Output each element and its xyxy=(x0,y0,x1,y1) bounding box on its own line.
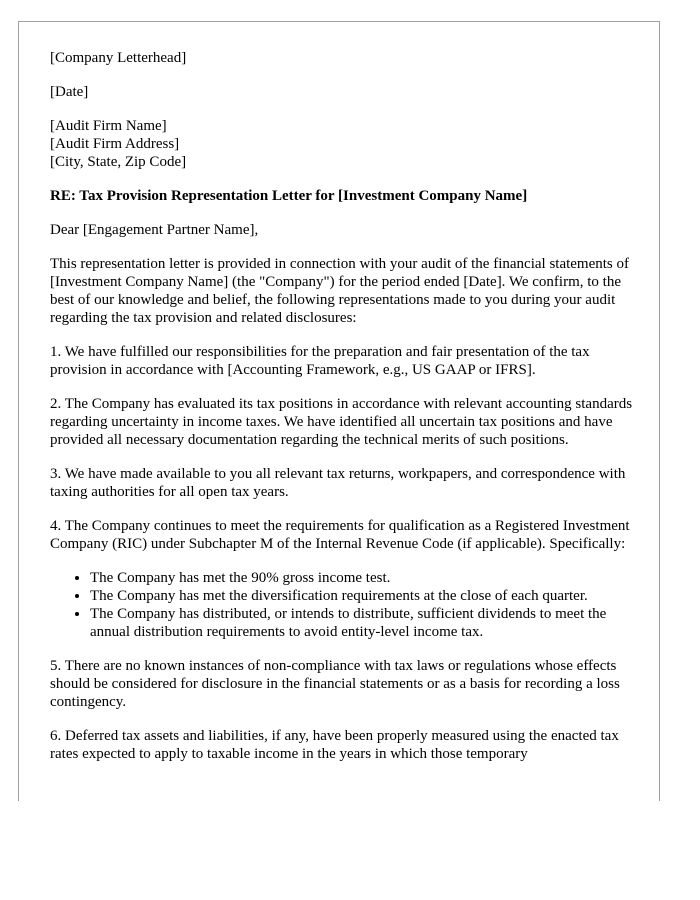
company-letterhead: [Company Letterhead] xyxy=(50,50,187,66)
salutation: Dear [Engagement Partner Name], xyxy=(50,222,259,238)
letter-page xyxy=(18,21,660,801)
recipient-city-state-zip: [City, State, Zip Code] xyxy=(50,154,187,170)
ric-bullet-distribution: • The Company has distributed, or intends to distribute, sufficient dividends to meet the annual distribution requirements to avoid entity-level income tax. xyxy=(90,605,640,641)
letter-date: [Date] xyxy=(50,84,89,100)
letter-body xyxy=(50,49,640,779)
ric-bullet-gross-income: • The Company has met the 90% gross income test. xyxy=(90,569,640,587)
recipient-block xyxy=(50,117,640,171)
representation-item-1: 1. We have fulfilled our responsibilities for the preparation and fair presentation of the tax provision in accordance with [Accounting Framework, e.g., US GAAP or IFRS]. xyxy=(50,344,590,378)
ric-requirements-list xyxy=(50,569,640,641)
representation-item-3: 3. We have made available to you all relevant tax returns, workpapers, and correspondence with taxing authorities for all open tax years. xyxy=(50,466,626,500)
recipient-name: [Audit Firm Name] xyxy=(50,118,167,134)
representation-item-5: 5. There are no known instances of non-compliance with tax laws or regulations whose effects should be considered for disclosure in the financial statements or as a basis for recording a loss contingency. xyxy=(50,658,620,710)
representation-item-4: 4. The Company continues to meet the requirements for qualification as a Registered Investment Company (RIC) under Subchapter M of the Internal Revenue Code (if applicable). Specifically: xyxy=(50,518,630,552)
recipient-address: [Audit Firm Address] xyxy=(50,136,180,152)
intro-paragraph: This representation letter is provided in connection with your audit of the financial statements of [Investment Company Name] (the "Company") for the period ended [Date]. We confirm, to the best of our knowledge and belief, the following representations made to you during your audit regarding the tax provision and related disclosures: xyxy=(50,256,630,326)
representation-item-6: 6. Deferred tax assets and liabilities, if any, have been properly measured using the enacted tax rates expected to apply to taxable income in the years in which those temporary xyxy=(50,728,619,762)
subject-line: RE: Tax Provision Representation Letter for [Investment Company Name] xyxy=(50,188,528,204)
representation-item-2: 2. The Company has evaluated its tax positions in accordance with relevant accounting standards regarding uncertainty in income taxes. We have identified all uncertain tax positions and have provided all necessary documentation regarding the technical merits of such positions. xyxy=(50,396,633,448)
ric-bullet-diversification: • The Company has met the diversification requirements at the close of each quarter. xyxy=(90,587,640,605)
